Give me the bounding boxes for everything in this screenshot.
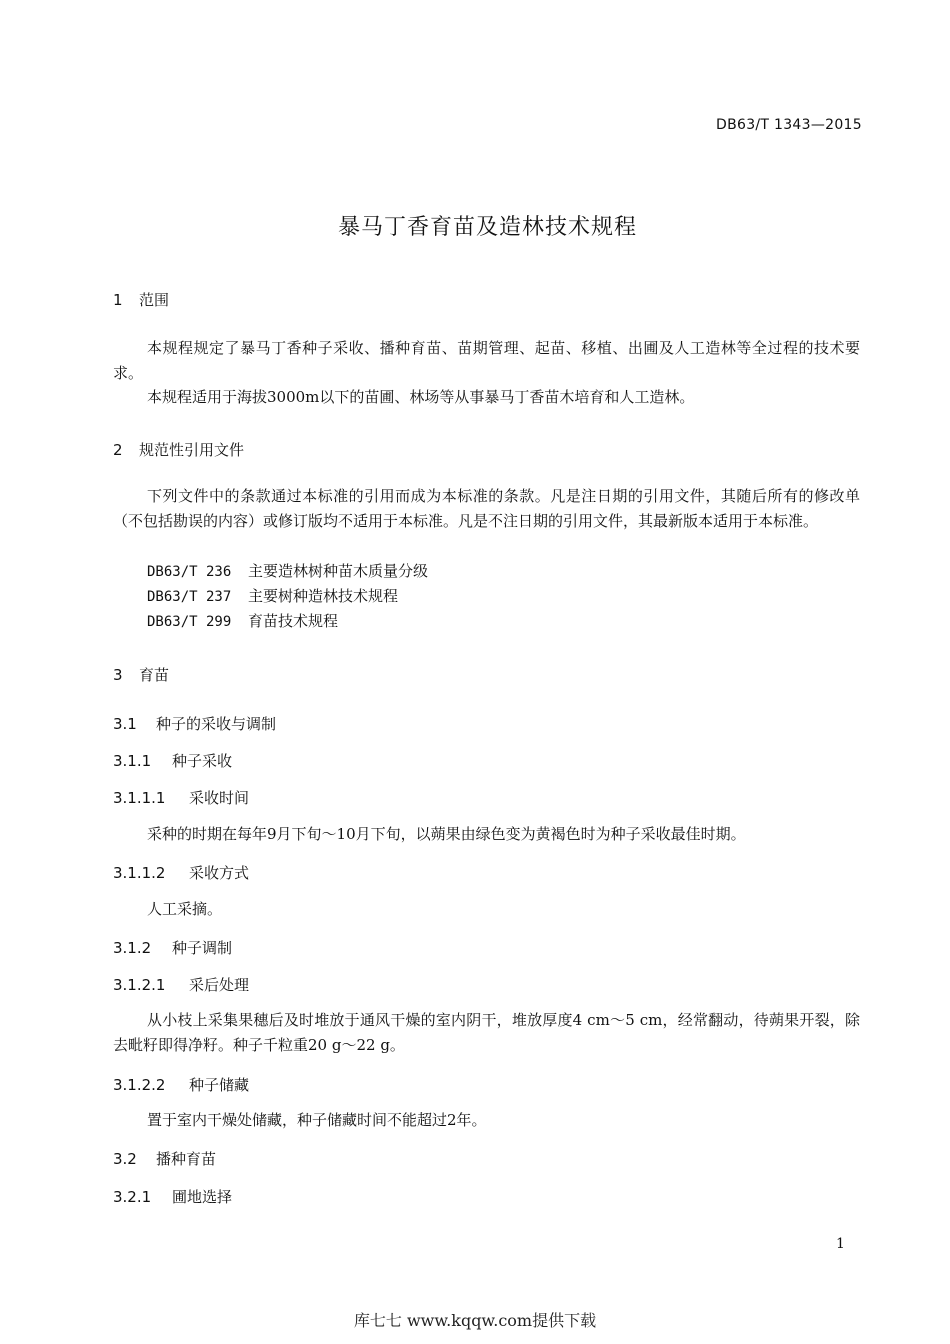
reference-name: 主要造林树种苗木质量分级 — [248, 562, 429, 580]
heading-text: 采后处理 — [189, 976, 250, 994]
heading-number: 3.1.1.2 — [113, 864, 166, 882]
heading-3-1 — [113, 713, 276, 734]
heading-number: 2 — [113, 441, 123, 459]
heading-number: 3.1.1.1 — [113, 789, 166, 807]
reference-code: DB63/T 299 — [147, 614, 232, 630]
paragraph-post-harvest: 从小枝上采集果穗后及时堆放于通风干燥的室内阴干，堆放厚度4 cm～5 cm，经常翻动，待蒴果开裂，除去毗籽即得净籽。种子千粒重20 g～22 g。 — [113, 1011, 860, 1054]
heading-text: 种子储藏 — [189, 1076, 250, 1094]
reference-item — [147, 610, 338, 631]
heading-number: 3.1.1 — [113, 752, 152, 770]
heading-text: 采收方式 — [189, 864, 250, 882]
heading-1 — [113, 289, 169, 310]
heading-text: 规范性引用文件 — [139, 441, 245, 459]
heading-3-1-1-1 — [113, 787, 249, 808]
heading-text: 采收时间 — [189, 789, 250, 807]
reference-item — [147, 560, 428, 581]
heading-number: 3.1.2.2 — [113, 1076, 166, 1094]
heading-text: 范围 — [139, 291, 170, 309]
heading-3-1-2-1 — [113, 974, 249, 995]
page-number: 1 — [836, 1236, 845, 1252]
heading-number: 3.2.1 — [113, 1188, 152, 1206]
heading-text: 圃地选择 — [172, 1188, 233, 1206]
heading-number: 1 — [113, 291, 123, 309]
heading-3 — [113, 664, 169, 685]
heading-text: 种子调制 — [172, 939, 233, 957]
heading-3-1-1 — [113, 750, 232, 771]
reference-name: 育苗技术规程 — [248, 612, 339, 630]
heading-text: 播种育苗 — [156, 1150, 217, 1168]
heading-number: 3.2 — [113, 1150, 137, 1168]
heading-number: 3.1 — [113, 715, 137, 733]
paragraph-seed-storage: 置于室内干燥处储藏，种子储藏时间不能超过2年。 — [147, 1111, 487, 1129]
heading-number: 3.1.2 — [113, 939, 152, 957]
heading-number: 3.1.2.1 — [113, 976, 166, 994]
download-footer: 库七七 www.kqqw.com提供下载 — [353, 1311, 597, 1330]
reference-code: DB63/T 237 — [147, 589, 232, 605]
heading-3-2-1 — [113, 1186, 232, 1207]
paragraph-harvest-time: 采种的时期在每年9月下旬～10月下旬，以蒴果由绿色变为黄褐色时为种子采收最佳时期。 — [147, 825, 746, 843]
paragraph-references: 下列文件中的条款通过本标准的引用而成为本标准的条款。凡是注日期的引用文件，其随后所有的修改单（不包括勘误的内容）或修订版均不适用于本标准。凡是不注日期的引用文件，其最新版本适用于本标准。 — [113, 487, 860, 530]
page-title: 暴马丁香育苗及造林技术规程 — [337, 215, 637, 240]
heading-3-1-2 — [113, 937, 232, 958]
document-number: DB63/T 1343—2015 — [716, 117, 862, 133]
paragraph-harvest-method: 人工采摘。 — [147, 900, 223, 918]
paragraph-scope-2: 本规程适用于海拔3000m以下的苗圃、林场等从事暴马丁香苗木培育和人工造林。 — [147, 388, 695, 406]
heading-text: 种子采收 — [172, 752, 233, 770]
paragraph-scope-1: 本规程规定了暴马丁香种子采收、播种育苗、苗期管理、起苗、移植、出圃及人工造林等全过程的技术要求。 — [113, 339, 860, 382]
heading-text: 育苗 — [139, 666, 170, 684]
heading-text: 种子的采收与调制 — [156, 715, 277, 733]
heading-number: 3 — [113, 666, 123, 684]
reference-item — [147, 585, 398, 606]
reference-name: 主要树种造林技术规程 — [248, 587, 399, 605]
heading-3-1-1-2 — [113, 862, 249, 883]
heading-3-1-2-2 — [113, 1074, 249, 1095]
heading-2 — [113, 439, 244, 460]
reference-code: DB63/T 236 — [147, 564, 232, 580]
heading-3-2 — [113, 1148, 216, 1169]
